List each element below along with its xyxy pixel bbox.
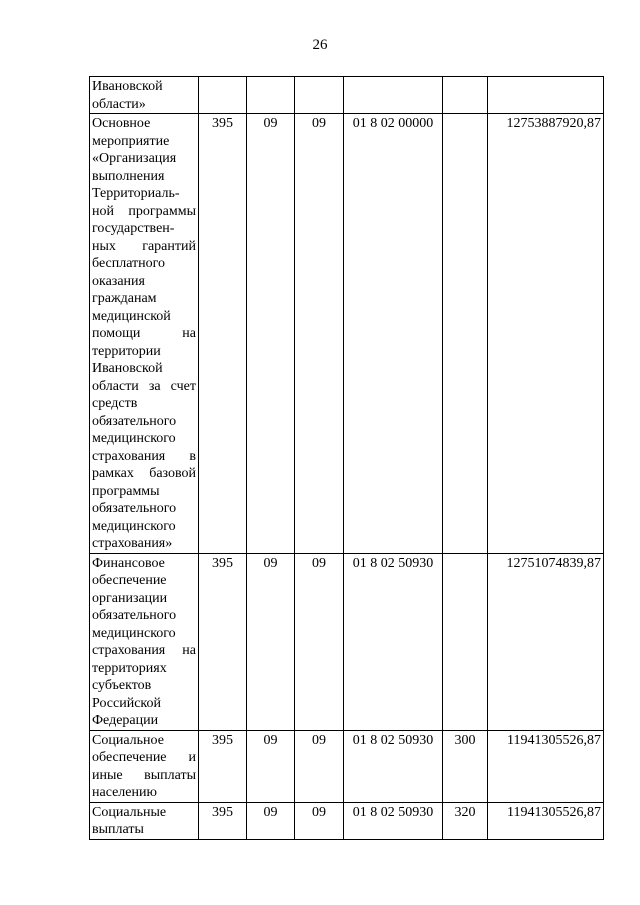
target-article-code [344,77,443,114]
row-name: Социальное обеспечение и иные выплаты населению [90,730,199,802]
expense-type-code: 300 [443,730,488,802]
expense-type-code [443,77,488,114]
row-name: Социальные выплаты [90,802,199,839]
subsection-code [295,77,344,114]
table-row [90,114,604,554]
amount: 11941305526,87 [488,802,604,839]
ministry-code: 395 [199,114,247,554]
target-article-code: 01 8 02 50930 [344,730,443,802]
expense-type-code [443,553,488,730]
ministry-code: 395 [199,730,247,802]
subsection-code: 09 [295,553,344,730]
subsection-code: 09 [295,730,344,802]
subsection-code: 09 [295,114,344,554]
ministry-code: 395 [199,802,247,839]
row-name: Ивановской области» [90,77,199,114]
section-code: 09 [247,802,295,839]
row-name: Финансовое обеспечение организации обязательного медицинского страхования на территориях субъектов Российской Федерации [90,553,199,730]
ministry-code [199,77,247,114]
table-row [90,730,604,802]
target-article-code: 01 8 02 50930 [344,802,443,839]
page-number: 26 [312,37,328,53]
amount: 11941305526,87 [488,730,604,802]
section-code: 09 [247,730,295,802]
section-code: 09 [247,114,295,554]
table-row [90,802,604,839]
row-name: Основное мероприятие «Организация выполнения Территориаль-ной программы государствен-ных гарантий бесплатного оказания гражданам медицинской помощи на территории Ивановской области за счет средств обязательного медицинского страхования в рамках базовой программы обязательного медицинского страхования» [90,114,199,554]
target-article-code: 01 8 02 50930 [344,553,443,730]
ministry-code: 395 [199,553,247,730]
section-code [247,77,295,114]
budget-table [89,76,604,840]
subsection-code: 09 [295,802,344,839]
expense-type-code [443,114,488,554]
target-article-code: 01 8 02 00000 [344,114,443,554]
table-row [90,553,604,730]
amount: 12751074839,87 [488,553,604,730]
section-code: 09 [247,553,295,730]
amount: 12753887920,87 [488,114,604,554]
table-row [90,77,604,114]
expense-type-code: 320 [443,802,488,839]
amount [488,77,604,114]
